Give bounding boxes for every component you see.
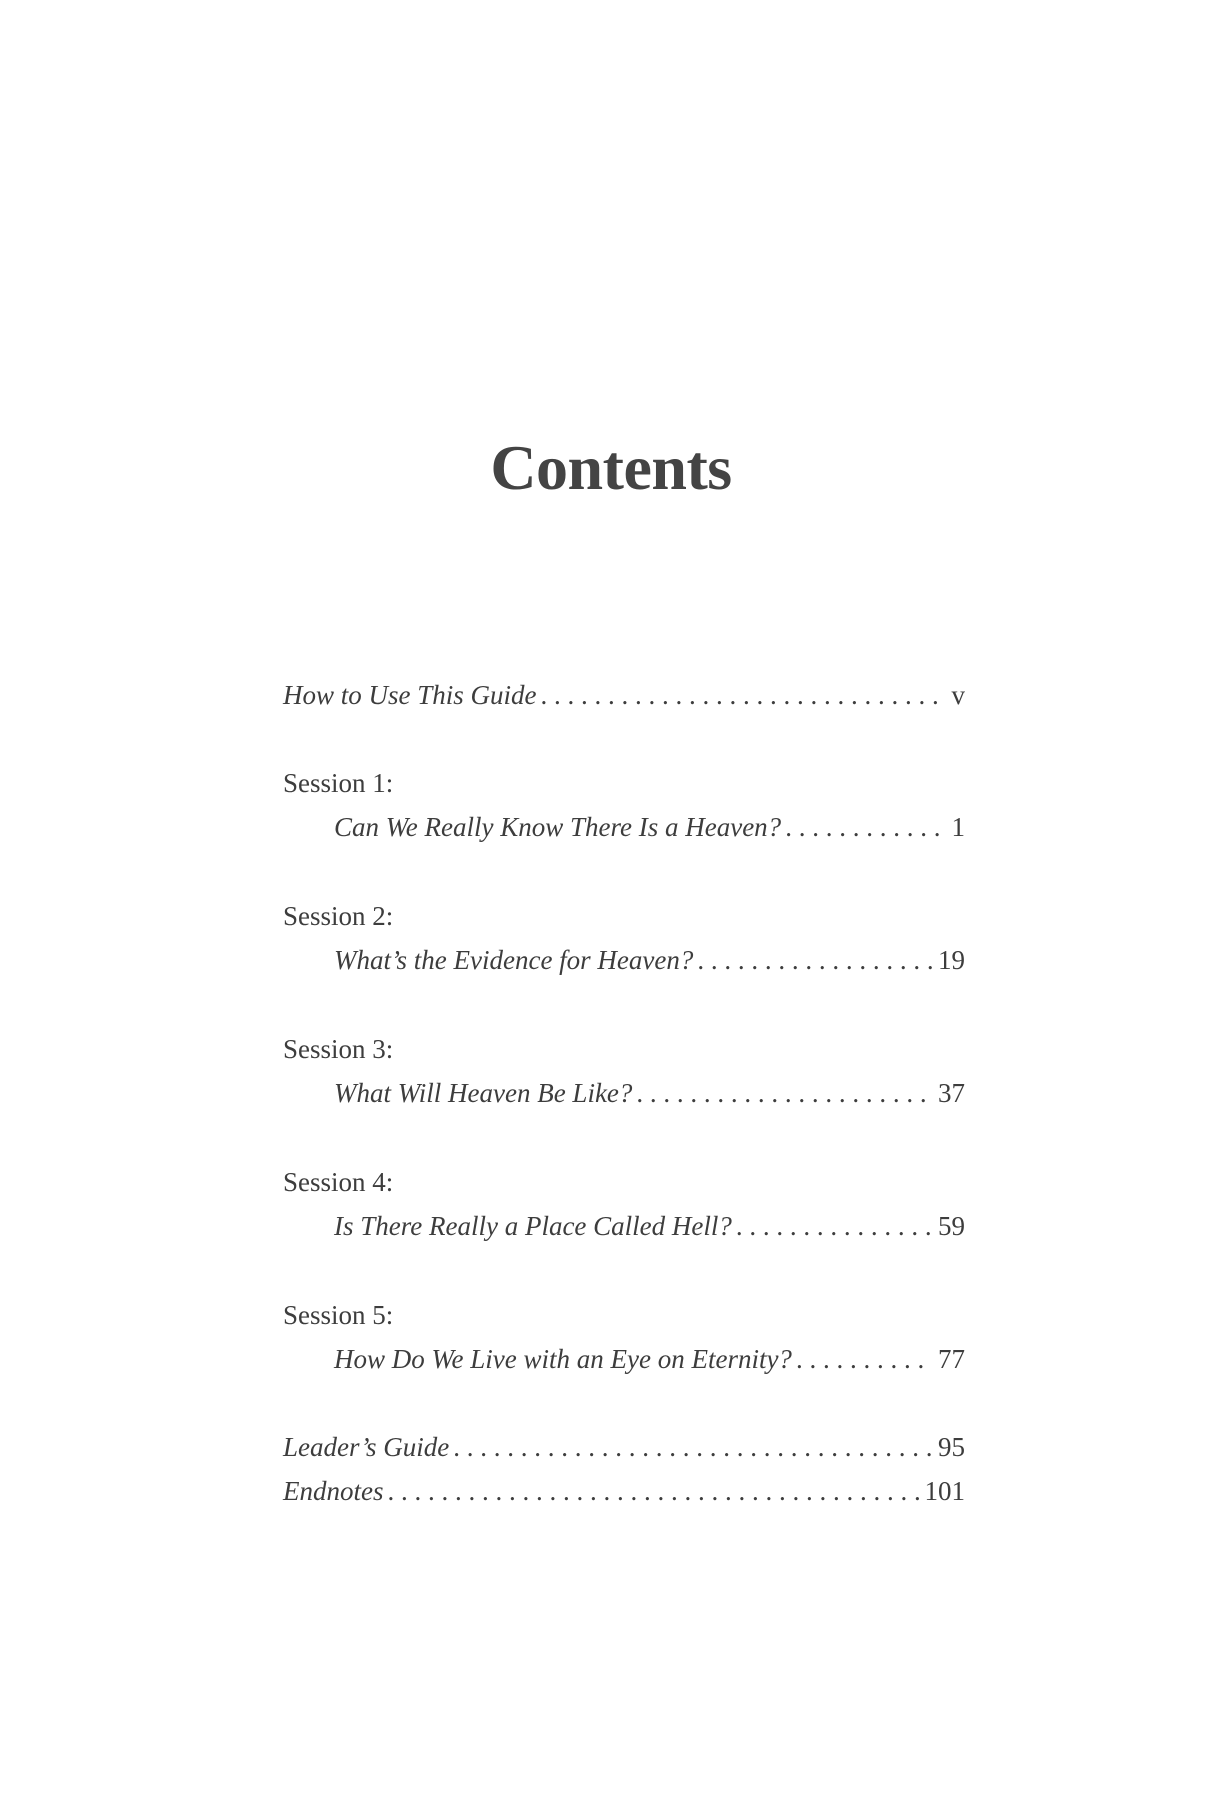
toc-page-number: 19: [938, 945, 965, 975]
page-title: Contents: [490, 432, 732, 503]
session-label: Session 2:: [283, 901, 394, 931]
session-label: Session 5:: [283, 1300, 394, 1330]
toc-entry-leaders-guide[interactable]: [283, 1434, 965, 1461]
toc-entry-session-4[interactable]: [334, 1213, 965, 1240]
dot-leader: [785, 814, 945, 841]
dot-leader: [697, 947, 932, 974]
session-label: Session 1:: [283, 768, 394, 798]
session-label: Session 3:: [283, 1034, 394, 1064]
session-label: Session 4:: [283, 1167, 394, 1197]
toc-page-number: 59: [938, 1211, 965, 1241]
toc-entry-label: How Do We Live with an Eye on Eternity?: [334, 1344, 792, 1374]
dot-leader: [453, 1434, 932, 1461]
dot-leader: [796, 1346, 932, 1373]
toc-entry-session-5[interactable]: [334, 1346, 965, 1373]
toc-page-number: 101: [924, 1476, 965, 1506]
dot-leader: [541, 682, 946, 709]
toc-page-number: 37: [938, 1078, 965, 1108]
toc-entry-label: What Will Heaven Be Like?: [334, 1078, 633, 1108]
toc-page-number: 95: [938, 1432, 965, 1462]
dot-leader: [388, 1478, 919, 1505]
toc-entry-label: What’s the Evidence for Heaven?: [334, 945, 694, 975]
toc-entry-label: Can We Really Know There Is a Heaven?: [334, 812, 782, 842]
toc-page-number: v: [951, 680, 965, 710]
dot-leader: [636, 1080, 932, 1107]
toc-entry-session-1[interactable]: [334, 814, 965, 841]
toc-entry-session-3[interactable]: [334, 1080, 965, 1107]
toc-entry-endnotes[interactable]: [283, 1478, 965, 1505]
toc-entry-label: Is There Really a Place Called Hell?: [334, 1211, 732, 1241]
toc-entry-session-2[interactable]: [334, 947, 965, 974]
toc-page-number: 77: [938, 1344, 965, 1374]
dot-leader: [736, 1213, 932, 1240]
toc-entry-label: How to Use This Guide: [283, 680, 537, 710]
toc-entry-label: Endnotes: [283, 1476, 384, 1506]
toc-entry-how-to-use[interactable]: [283, 682, 965, 709]
toc-entry-label: Leader’s Guide: [283, 1432, 450, 1462]
toc-page-number: 1: [951, 812, 965, 842]
